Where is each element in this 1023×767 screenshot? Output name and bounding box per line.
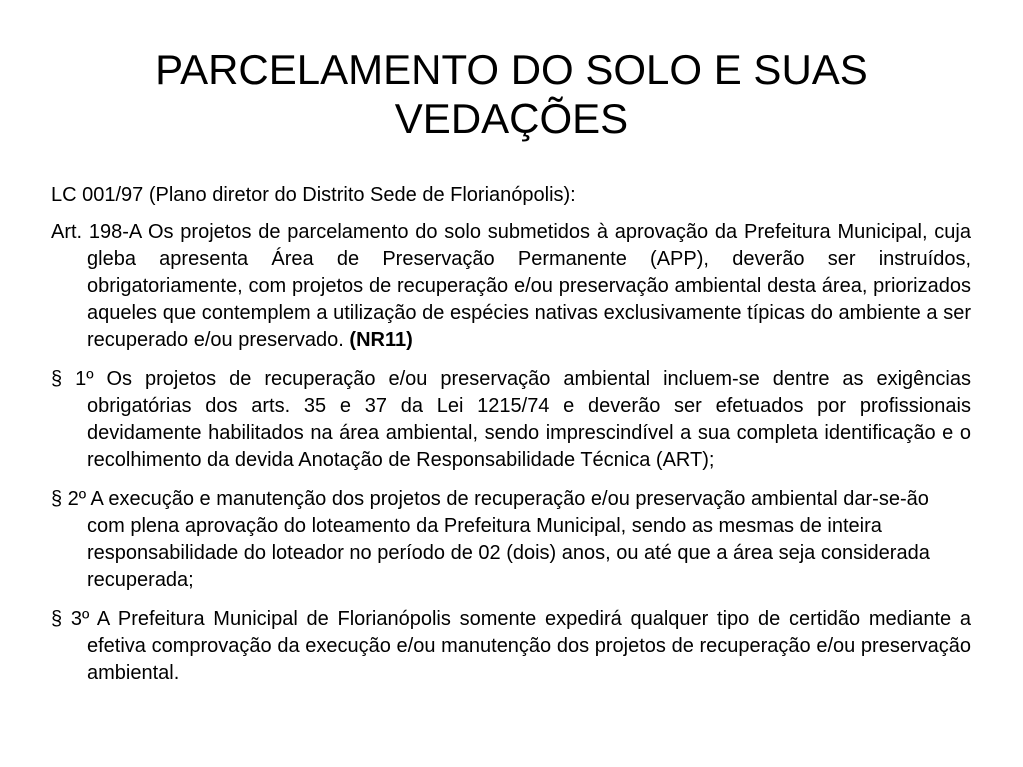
slide-body: [51, 182, 971, 699]
paragraph-1: § 1º Os projetos de recuperação e/ou preservação ambiental incluem-se dentre as exigências obrigatórias dos arts. 35 e 37 da Lei 1215/74 e deverão ser efetuados por profissionais devidamente habilitados na área ambiental, sendo imprescindível a sua completa identificação e o recolhimento da devida Anotação de Responsabilidade Técnica (ART);: [51, 368, 971, 471]
article-tag: (NR11): [349, 329, 413, 351]
article-text: Art. 198-A Os projetos de parcelamento do solo submetidos à aprovação da Prefeitura Municipal, cuja gleba apresenta Área de Preservação Permanente (APP), deverão ser instruídos, obrigatoriamente, com projetos de recuperação e/ou preservação ambiental desta área, priorizados aqueles que contemplem a utilização de espécies nativas exclusivamente típicas do ambiente a ser recuperado e/ou preservado.: [51, 221, 971, 351]
intro-text: LC 001/97 (Plano diretor do Distrito Sede de Florianópolis):: [51, 184, 576, 206]
slide-title: PARCELAMENTO DO SOLO E SUAS VEDAÇÕES: [155, 46, 868, 142]
article-198a: [51, 219, 971, 354]
paragraph-3: § 3º A Prefeitura Municipal de Florianópolis somente expedirá qualquer tipo de certidão mediante a efetiva comprovação da execução e/ou manutenção dos projetos de recuperação e/ou preservação ambiental.: [51, 608, 971, 684]
paragraph-2: § 2º A execução e manutenção dos projetos de recuperação e/ou preservação ambiental dar-se-ão com plena aprovação do loteamento da Prefeitura Municipal, sendo as mesmas de inteira responsabilidade do loteador no período de 02 (dois) anos, ou até que a área seja considerada recuperada;: [51, 488, 930, 591]
